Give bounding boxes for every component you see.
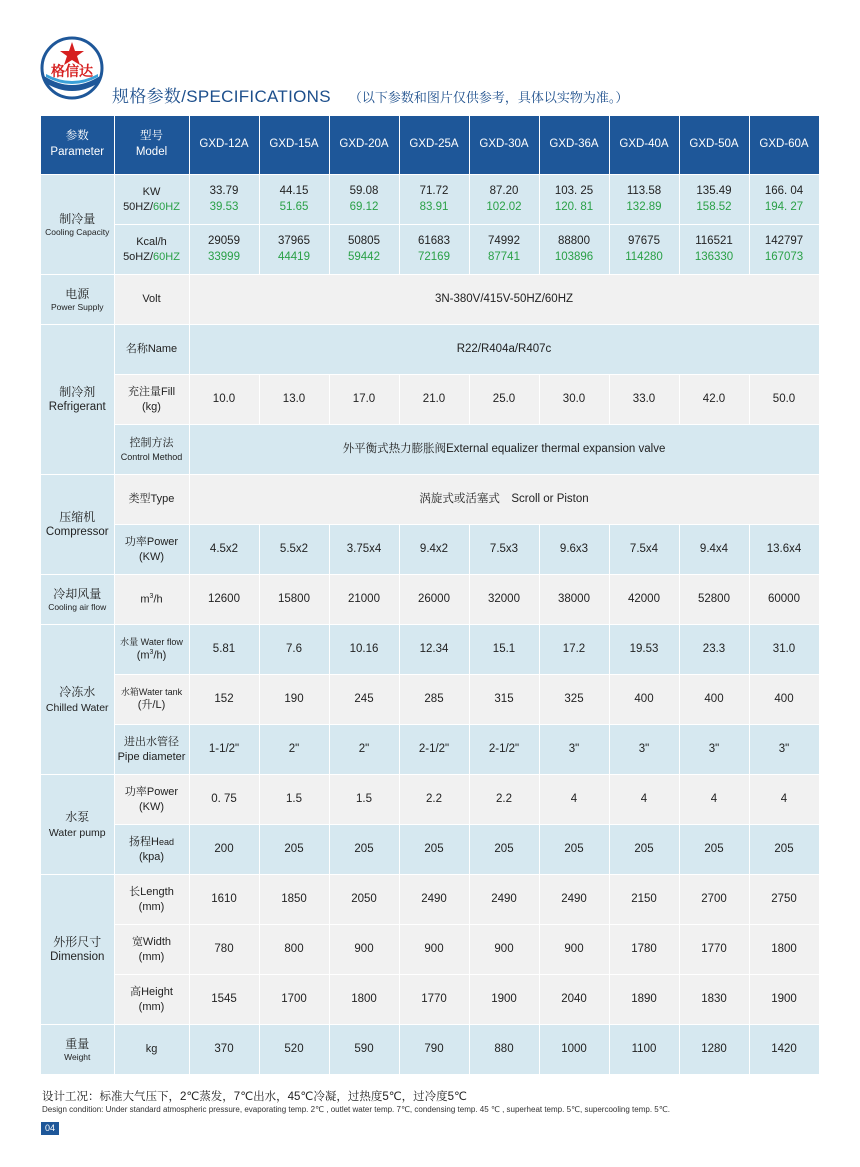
pipe-diameter-cell: 1-1/2" [189, 725, 259, 775]
cooling-kcal-cell: 116521 136330 [679, 225, 749, 275]
pump-power-cell: 4 [539, 775, 609, 825]
brand-logo-text: 格信达 [51, 64, 93, 80]
pipe-diameter-cell: 3" [609, 725, 679, 775]
pump-power-cell: 1.5 [329, 775, 399, 825]
airflow-unit: $m^3/h$ [114, 575, 189, 625]
refrigerant-name-row [41, 325, 819, 375]
cooling-kw-cell: 44.15 51.65 [259, 175, 329, 225]
water-flow-cell: 19.53 [609, 625, 679, 675]
length-row [41, 875, 819, 925]
width-cell: 1780 [609, 925, 679, 975]
compressor-power-cell: 4.5x2 [189, 525, 259, 575]
model-name: GXD-50A [679, 116, 749, 175]
cooling-kw-label: KW 50HZ/60HZ [114, 175, 189, 225]
airflow-row [41, 575, 819, 625]
power-supply-row [41, 275, 819, 325]
refrigerant-name-value: R22/R404a/R407c [189, 325, 819, 375]
refrigerant-control-row [41, 425, 819, 475]
height-cell: 1900 [469, 975, 539, 1025]
water-flow-label: 水量 Water flow $(m^3/h)$ [114, 625, 189, 675]
weight-unit: kg [114, 1025, 189, 1075]
length-cell: 1610 [189, 875, 259, 925]
heading-title: 规格参数/SPECIFICATIONS [112, 87, 331, 106]
pump-power-cell: 2.2 [399, 775, 469, 825]
header-parameter: 参数 Parameter [41, 116, 114, 175]
category-chilled-water: 冷冻水 Chilled Water [41, 625, 114, 775]
airflow-cell: 15800 [259, 575, 329, 625]
compressor-type-row [41, 475, 819, 525]
length-label: 长Length (mm) [114, 875, 189, 925]
width-cell: 900 [329, 925, 399, 975]
model-name: GXD-20A [329, 116, 399, 175]
model-name: GXD-40A [609, 116, 679, 175]
height-label: 高Height (mm) [114, 975, 189, 1025]
cooling-kcal-row [41, 225, 819, 275]
cooling-kw-cell: 113.58 132.89 [609, 175, 679, 225]
cooling-kw-cell: 33.79 39.53 [189, 175, 259, 225]
pump-head-cell: 205 [539, 825, 609, 875]
height-cell: 1770 [399, 975, 469, 1025]
pipe-diameter-row [41, 725, 819, 775]
weight-cell: 590 [329, 1025, 399, 1075]
airflow-cell: 42000 [609, 575, 679, 625]
model-name: GXD-30A [469, 116, 539, 175]
water-tank-cell: 325 [539, 675, 609, 725]
compressor-power-cell: 7.5x3 [469, 525, 539, 575]
pipe-diameter-label: 进出水管径 Pipe diameter [114, 725, 189, 775]
category-cooling-capacity: 制冷量 Cooling Capacity [41, 175, 114, 275]
airflow-cell: 21000 [329, 575, 399, 625]
width-cell: 900 [539, 925, 609, 975]
pump-power-cell: 2.2 [469, 775, 539, 825]
weight-cell: 880 [469, 1025, 539, 1075]
height-cell: 1890 [609, 975, 679, 1025]
model-name: GXD-60A [749, 116, 819, 175]
weight-cell: 370 [189, 1025, 259, 1075]
cooling-kw-cell: 103. 25 120. 81 [539, 175, 609, 225]
weight-cell: 1420 [749, 1025, 819, 1075]
cooling-kcal-cell: 74992 87741 [469, 225, 539, 275]
water-tank-cell: 315 [469, 675, 539, 725]
refrigerant-fill-label: 充注量Fill (kg) [114, 375, 189, 425]
compressor-power-cell: 9.4x4 [679, 525, 749, 575]
water-tank-row [41, 675, 819, 725]
pump-head-cell: 205 [329, 825, 399, 875]
airflow-cell: 32000 [469, 575, 539, 625]
height-cell: 1700 [259, 975, 329, 1025]
airflow-cell: 12600 [189, 575, 259, 625]
cooling-kcal-cell: 37965 44419 [259, 225, 329, 275]
refrigerant-fill-cell: 25.0 [469, 375, 539, 425]
compressor-power-cell: 3.75x4 [329, 525, 399, 575]
height-cell: 2040 [539, 975, 609, 1025]
weight-row [41, 1025, 819, 1075]
pump-head-cell: 205 [679, 825, 749, 875]
compressor-power-cell: 13.6x4 [749, 525, 819, 575]
cooling-kw-cell: 87.20 102.02 [469, 175, 539, 225]
model-name: GXD-36A [539, 116, 609, 175]
category-cooling-air-flow: 冷却风量 Cooling air flow [41, 575, 114, 625]
category-refrigerant: 制冷剂 Refrigerant [41, 325, 114, 475]
length-cell: 2490 [539, 875, 609, 925]
pipe-diameter-cell: 3" [749, 725, 819, 775]
pump-power-cell: 4 [609, 775, 679, 825]
cooling-kw-cell: 59.08 69.12 [329, 175, 399, 225]
weight-cell: 1100 [609, 1025, 679, 1075]
compressor-type-label: 类型Type [114, 475, 189, 525]
refrigerant-fill-cell: 21.0 [399, 375, 469, 425]
compressor-power-cell: 9.4x2 [399, 525, 469, 575]
model-name: GXD-12A [189, 116, 259, 175]
pump-head-cell: 205 [609, 825, 679, 875]
pump-power-cell: 1.5 [259, 775, 329, 825]
length-cell: 2050 [329, 875, 399, 925]
width-cell: 900 [469, 925, 539, 975]
refrigerant-fill-cell: 42.0 [679, 375, 749, 425]
cooling-kw-cell: 71.72 83.91 [399, 175, 469, 225]
compressor-power-label: 功率Power (KW) [114, 525, 189, 575]
page-number: 04 [41, 1122, 59, 1135]
model-name: GXD-25A [399, 116, 469, 175]
length-cell: 2150 [609, 875, 679, 925]
heading-note: （以下参数和图片仅供参考，具体以实物为准。） [348, 90, 629, 105]
airflow-cell: 38000 [539, 575, 609, 625]
cooling-kcal-cell: 50805 59442 [329, 225, 399, 275]
header-row [41, 116, 819, 175]
compressor-power-cell: 9.6x3 [539, 525, 609, 575]
weight-cell: 1280 [679, 1025, 749, 1075]
water-flow-row [41, 625, 819, 675]
refrigerant-fill-cell: 30.0 [539, 375, 609, 425]
width-label: 宽Width (mm) [114, 925, 189, 975]
width-row [41, 925, 819, 975]
water-tank-cell: 152 [189, 675, 259, 725]
design-condition-zh: 设计工况：标准大气压下，2℃蒸发，7℃出水，45℃冷凝，过热度5℃，过冷度5℃ [42, 1091, 467, 1103]
pump-head-cell: 205 [469, 825, 539, 875]
compressor-power-cell: 7.5x4 [609, 525, 679, 575]
compressor-power-cell: 5.5x2 [259, 525, 329, 575]
header-model: 型号 Model [114, 116, 189, 175]
brand-logo [40, 36, 104, 100]
cooling-kw-cell: 166. 04 194. 27 [749, 175, 819, 225]
width-cell: 800 [259, 925, 329, 975]
page-heading [112, 82, 628, 107]
water-tank-label: 水箱Water tank (升/L) [114, 675, 189, 725]
water-tank-cell: 245 [329, 675, 399, 725]
design-condition-en: Design condition: Under standard atmospheric pressure, evaporating temp. 2℃ , outlet water temp. 7℃, condensing temp. 45 ℃ , superheat temp. 5℃, supercooling temp. 5℃. [42, 1105, 670, 1114]
water-tank-cell: 400 [749, 675, 819, 725]
refrigerant-fill-cell: 13.0 [259, 375, 329, 425]
spec-table [41, 116, 820, 1075]
weight-cell: 790 [399, 1025, 469, 1075]
compressor-type-value: 涡旋式或活塞式 Scroll or Piston [189, 475, 819, 525]
pipe-diameter-cell: 3" [679, 725, 749, 775]
length-cell: 2490 [399, 875, 469, 925]
water-flow-cell: 12.34 [399, 625, 469, 675]
pipe-diameter-cell: 2-1/2" [469, 725, 539, 775]
cooling-kcal-label: Kcal/h 5oHZ/60HZ [114, 225, 189, 275]
water-flow-cell: 5.81 [189, 625, 259, 675]
refrigerant-name-label: 名称Name [114, 325, 189, 375]
length-cell: 2750 [749, 875, 819, 925]
category-water-pump: 水泵 Water pump [41, 775, 114, 875]
height-cell: 1800 [329, 975, 399, 1025]
water-tank-cell: 285 [399, 675, 469, 725]
weight-cell: 1000 [539, 1025, 609, 1075]
height-row [41, 975, 819, 1025]
airflow-cell: 26000 [399, 575, 469, 625]
cooling-kcal-cell: 61683 72169 [399, 225, 469, 275]
cooling-kcal-cell: 97675 114280 [609, 225, 679, 275]
power-supply-label: Volt [114, 275, 189, 325]
length-cell: 2490 [469, 875, 539, 925]
pump-head-cell: 205 [259, 825, 329, 875]
refrigerant-control-label: 控制方法 Control Method [114, 425, 189, 475]
water-tank-cell: 400 [609, 675, 679, 725]
height-cell: 1830 [679, 975, 749, 1025]
width-cell: 1800 [749, 925, 819, 975]
refrigerant-control-value: 外平衡式热力膨胀阀External equalizer thermal expansion valve [189, 425, 819, 475]
cooling-kcal-cell: 142797 167073 [749, 225, 819, 275]
water-flow-cell: 31.0 [749, 625, 819, 675]
pipe-diameter-cell: 3" [539, 725, 609, 775]
pump-power-cell: 4 [749, 775, 819, 825]
pump-head-cell: 205 [749, 825, 819, 875]
pump-power-cell: 4 [679, 775, 749, 825]
category-compressor: 压缩机 Compressor [41, 475, 114, 575]
refrigerant-fill-row [41, 375, 819, 425]
pump-head-cell: 205 [399, 825, 469, 875]
category-dimension: 外形尺寸 Dimension [41, 875, 114, 1025]
weight-cell: 520 [259, 1025, 329, 1075]
pipe-diameter-cell: 2-1/2" [399, 725, 469, 775]
water-tank-cell: 190 [259, 675, 329, 725]
power-supply-value: 3N-380V/415V-50HZ/60HZ [189, 275, 819, 325]
cooling-kw-cell: 135.49 158.52 [679, 175, 749, 225]
cooling-kw-row [41, 175, 819, 225]
refrigerant-fill-cell: 17.0 [329, 375, 399, 425]
pump-power-row [41, 775, 819, 825]
pump-head-label: 扬程Head (kpa) [114, 825, 189, 875]
pump-power-cell: 0. 75 [189, 775, 259, 825]
pump-power-label: 功率Power (KW) [114, 775, 189, 825]
water-flow-cell: 10.16 [329, 625, 399, 675]
width-cell: 1770 [679, 925, 749, 975]
pipe-diameter-cell: 2" [259, 725, 329, 775]
pump-head-cell: 200 [189, 825, 259, 875]
height-cell: 1900 [749, 975, 819, 1025]
pipe-diameter-cell: 2" [329, 725, 399, 775]
length-cell: 2700 [679, 875, 749, 925]
length-cell: 1850 [259, 875, 329, 925]
category-weight: 重量 Weight [41, 1025, 114, 1075]
refrigerant-fill-cell: 33.0 [609, 375, 679, 425]
refrigerant-fill-cell: 50.0 [749, 375, 819, 425]
airflow-cell: 52800 [679, 575, 749, 625]
model-name: GXD-15A [259, 116, 329, 175]
water-flow-cell: 7.6 [259, 625, 329, 675]
category-power-supply: 电源 Power Supply [41, 275, 114, 325]
water-flow-cell: 15.1 [469, 625, 539, 675]
airflow-cell: 60000 [749, 575, 819, 625]
water-tank-cell: 400 [679, 675, 749, 725]
water-flow-cell: 17.2 [539, 625, 609, 675]
cooling-kcal-cell: 88800 103896 [539, 225, 609, 275]
compressor-power-row [41, 525, 819, 575]
water-flow-cell: 23.3 [679, 625, 749, 675]
cooling-kcal-cell: 29059 33999 [189, 225, 259, 275]
refrigerant-fill-cell: 10.0 [189, 375, 259, 425]
height-cell: 1545 [189, 975, 259, 1025]
width-cell: 780 [189, 925, 259, 975]
width-cell: 900 [399, 925, 469, 975]
pump-head-row [41, 825, 819, 875]
